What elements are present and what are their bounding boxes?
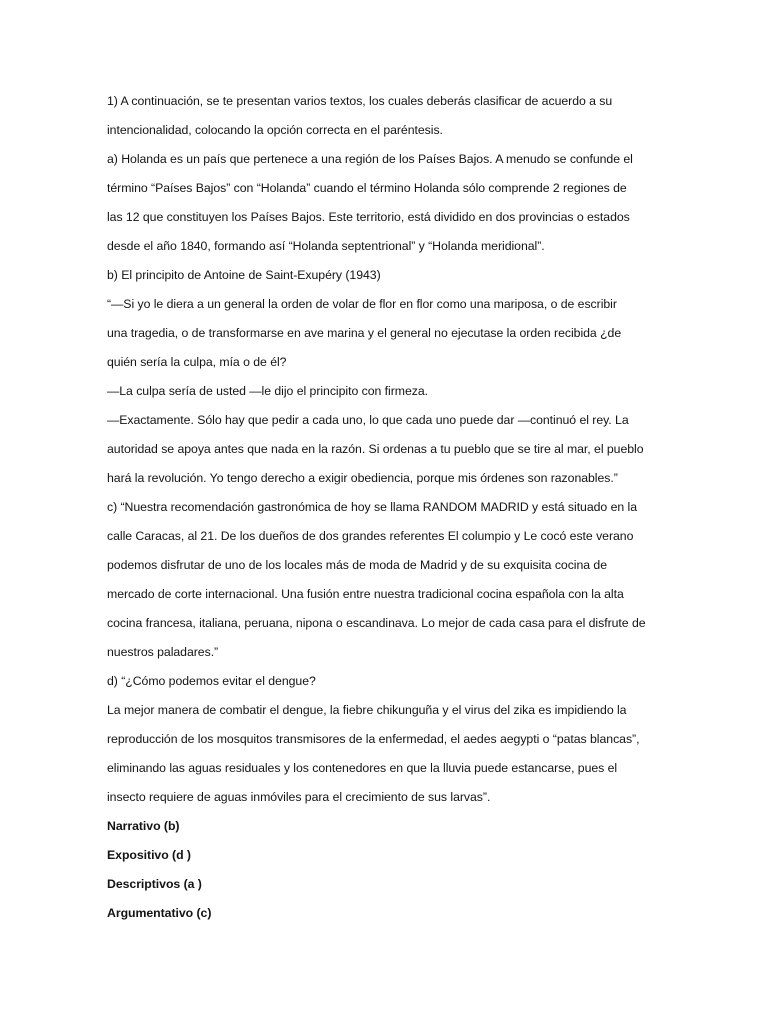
text-a-line: las 12 que constituyen los Países Bajos. Este territorio, está dividido en dos provincias o estados <box>107 210 630 224</box>
text-a-line: desde el año 1840, formando así “Holanda septentrional” y “Holanda meridional”. <box>107 239 545 253</box>
text-b-line: quién sería la culpa, mía o de él? <box>107 355 287 369</box>
text-b-line: hará la revolución. Yo tengo derecho a exigir obediencia, porque mis órdenes son razonables.” <box>107 471 618 485</box>
text-b-line: “—Si yo le diera a un general la orden de volar de flor en flor como una mariposa, o de escribir <box>107 297 617 311</box>
text-d-line: eliminando las aguas residuales y los contenedores en que la lluvia puede estancarse, pues el <box>107 761 618 775</box>
text-c-line: c) “Nuestra recomendación gastronómica de hoy se llama RANDOM MADRID y está situado en la <box>107 500 637 514</box>
text-c-line: mercado de corte internacional. Una fusión entre nuestra tradicional cocina española con la alta <box>107 587 624 601</box>
question-line: intencionalidad, colocando la opción correcta en el paréntesis. <box>107 123 443 137</box>
text-b-line: una tragedia, o de transformarse en ave marina y el general no ejecutase la orden recibida ¿de <box>107 326 622 340</box>
text-a-line: a) Holanda es un país que pertenece a una región de los Países Bajos. A menudo se confunde el <box>107 152 633 166</box>
text-d-line: reproducción de los mosquitos transmisores de la enfermedad, el aedes aegypti o “patas blancas”, <box>107 732 640 746</box>
text-a-line: término “Países Bajos” con “Holanda” cuando el término Holanda sólo comprende 2 regiones de <box>107 181 627 195</box>
text-c-line: nuestros paladares.” <box>107 645 219 659</box>
text-b-line: autoridad se apoya antes que nada en la razón. Si ordenas a tu pueblo que se tire al mar, el pueblo <box>107 442 644 456</box>
text-b-line: —Exactamente. Sólo hay que pedir a cada uno, lo que cada uno puede dar —continuó el rey. La <box>107 413 629 427</box>
answer-expositivo: Expositivo (d ) <box>107 848 191 862</box>
answer-argumentativo: Argumentativo (c) <box>107 906 212 920</box>
text-c-line: calle Caracas, al 21. De los dueños de dos grandes referentes El columpio y Le cocó este verano <box>107 529 634 543</box>
text-d-line: La mejor manera de combatir el dengue, la fiebre chikunguña y el virus del zika es impidiendo la <box>107 703 627 717</box>
text-c-line: cocina francesa, italiana, peruana, nipona o escandinava. Lo mejor de cada casa para el disfrute de <box>107 616 646 630</box>
answer-narrativo: Narrativo (b) <box>107 819 180 833</box>
document-body <box>107 87 667 928</box>
text-d-line: insecto requiere de aguas inmóviles para el crecimiento de sus larvas”. <box>107 790 491 804</box>
question-line: 1) A continuación, se te presentan varios textos, los cuales deberás clasificar de acuerdo a su <box>107 94 613 108</box>
text-b-line: —La culpa sería de usted —le dijo el principito con firmeza. <box>107 384 428 398</box>
text-c-line: podemos disfrutar de uno de los locales más de moda de Madrid y de su exquisita cocina de <box>107 558 608 572</box>
answer-descriptivos: Descriptivos (a ) <box>107 877 202 891</box>
text-d-heading: d) “¿Cómo podemos evitar el dengue? <box>107 674 316 688</box>
text-b-heading: b) El principito de Antoine de Saint-Exupéry (1943) <box>107 268 381 282</box>
